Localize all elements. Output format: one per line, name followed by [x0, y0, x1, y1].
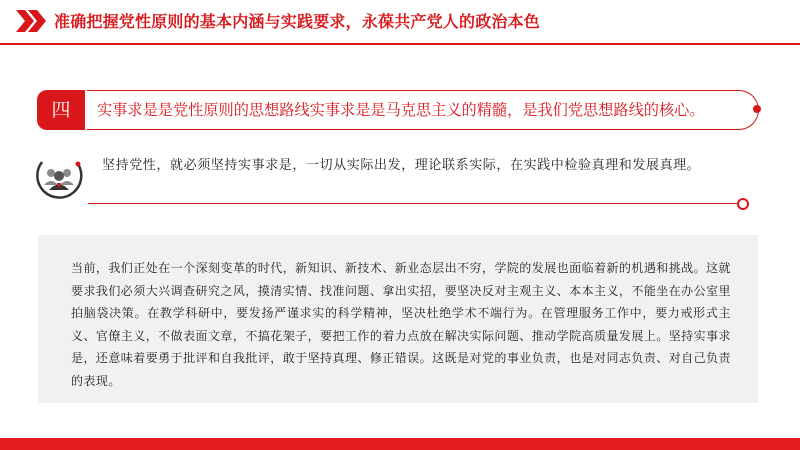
- section-heading-bar: [37, 90, 762, 130]
- principle-statement: 坚持党性，就必须坚持实事求是，一切从实际出发，理论联系实际，在实践中检验真理和发展真理。: [102, 158, 701, 173]
- principle-underline: [88, 203, 738, 204]
- principle-line-end-circle: [737, 198, 749, 210]
- footer-bar: [0, 438, 800, 450]
- body-text-panel: [38, 235, 758, 403]
- group-of-people-icon: [34, 152, 84, 202]
- section-end-dot: [753, 105, 761, 113]
- section-number-badge: 四: [37, 90, 85, 130]
- slide-title: 准确把握党性原则的基本内涵与实践要求，永葆共产党人的政治本色: [54, 12, 541, 31]
- slide-header: [0, 0, 800, 44]
- header-divider: [0, 43, 800, 45]
- double-chevron-right-icon: [14, 10, 48, 32]
- section-heading-text: 实事求是是党性原则的思想路线实事求是是马克思主义的精髓，是我们党思想路线的核心。: [97, 101, 705, 119]
- body-paragraph: 当前，我们正处在一个深刻变革的时代，新知识、新技术、新业态层出不穷，学院的发展也面临着新的机遇和挑战。这就要求我们必须大兴调查研究之风，摸清实情、找准问题、拿出实招，要坚决反对主观主义、本本主义，不能坐在办公室里拍脑袋决策。在教学科研中，要发扬严谨求实的科学精神，坚决杜绝学术不端行为。在管理服务工作中，要力戒形式主义、官僚主义，不做表面文章，不搞花架子，要把工作的着力点放在解决实际问题、推动学院高质量发展上。坚持实事求是，还意味着要勇于批评和自我批评，敢于坚持真理、修正错误。这既是对党的事业负责，也是对同志负责、对自己负责的表现。: [71, 261, 731, 388]
